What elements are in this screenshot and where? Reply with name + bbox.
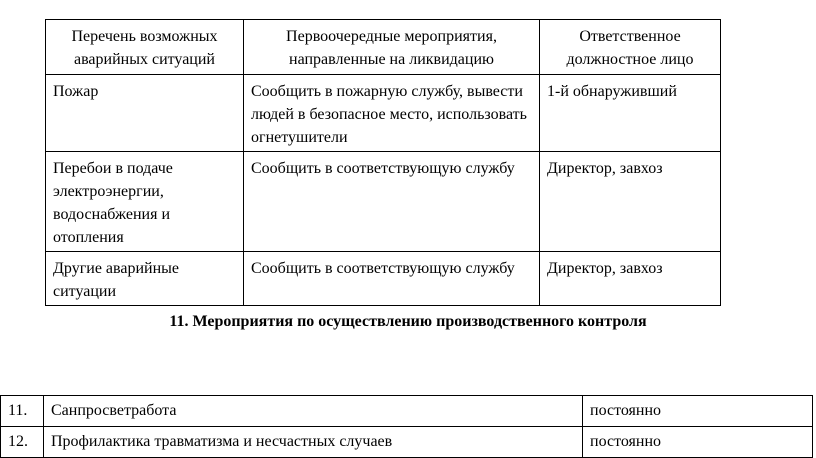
table-row bbox=[46, 152, 721, 252]
table-header-row bbox=[46, 20, 721, 75]
header-cell-responsible: Ответственное должностное лицо bbox=[540, 20, 721, 75]
emergency-situations-table bbox=[45, 19, 721, 306]
responsible-cell: 1-й обнаруживший bbox=[540, 75, 721, 152]
situation-cell: Пожар bbox=[46, 75, 244, 152]
situation-cell: Другие аварийные ситуации bbox=[46, 252, 244, 306]
actions-cell: Сообщить в соответствующую службу bbox=[244, 152, 540, 252]
row-number-cell: 11. bbox=[1, 396, 44, 427]
row-number-cell: 12. bbox=[1, 427, 44, 458]
production-control-table bbox=[0, 395, 813, 458]
measure-cell: Профилактика травматизма и несчастных случаев bbox=[44, 427, 583, 458]
table-row bbox=[1, 427, 813, 458]
frequency-cell: постоянно bbox=[583, 396, 813, 427]
header-cell-actions: Первоочередные мероприятия, направленные на ликвидацию bbox=[244, 20, 540, 75]
situation-cell: Перебои в подаче электроэнергии, водоснабжения и отопления bbox=[46, 152, 244, 252]
table-row bbox=[1, 396, 813, 427]
measure-cell: Санпросветработа bbox=[44, 396, 583, 427]
header-cell-situations: Перечень возможных аварийных ситуаций bbox=[46, 20, 244, 75]
responsible-cell: Директор, завхоз bbox=[540, 152, 721, 252]
frequency-cell: постоянно bbox=[583, 427, 813, 458]
responsible-cell: Директор, завхоз bbox=[540, 252, 721, 306]
actions-cell: Сообщить в пожарную службу, вывести людей в безопасное место, использовать огнетушители bbox=[244, 75, 540, 152]
table-row bbox=[46, 252, 721, 306]
table-row bbox=[46, 75, 721, 152]
section-heading: 11. Мероприятия по осуществлению производственного контроля bbox=[169, 313, 647, 330]
actions-cell: Сообщить в соответствующую службу bbox=[244, 252, 540, 306]
